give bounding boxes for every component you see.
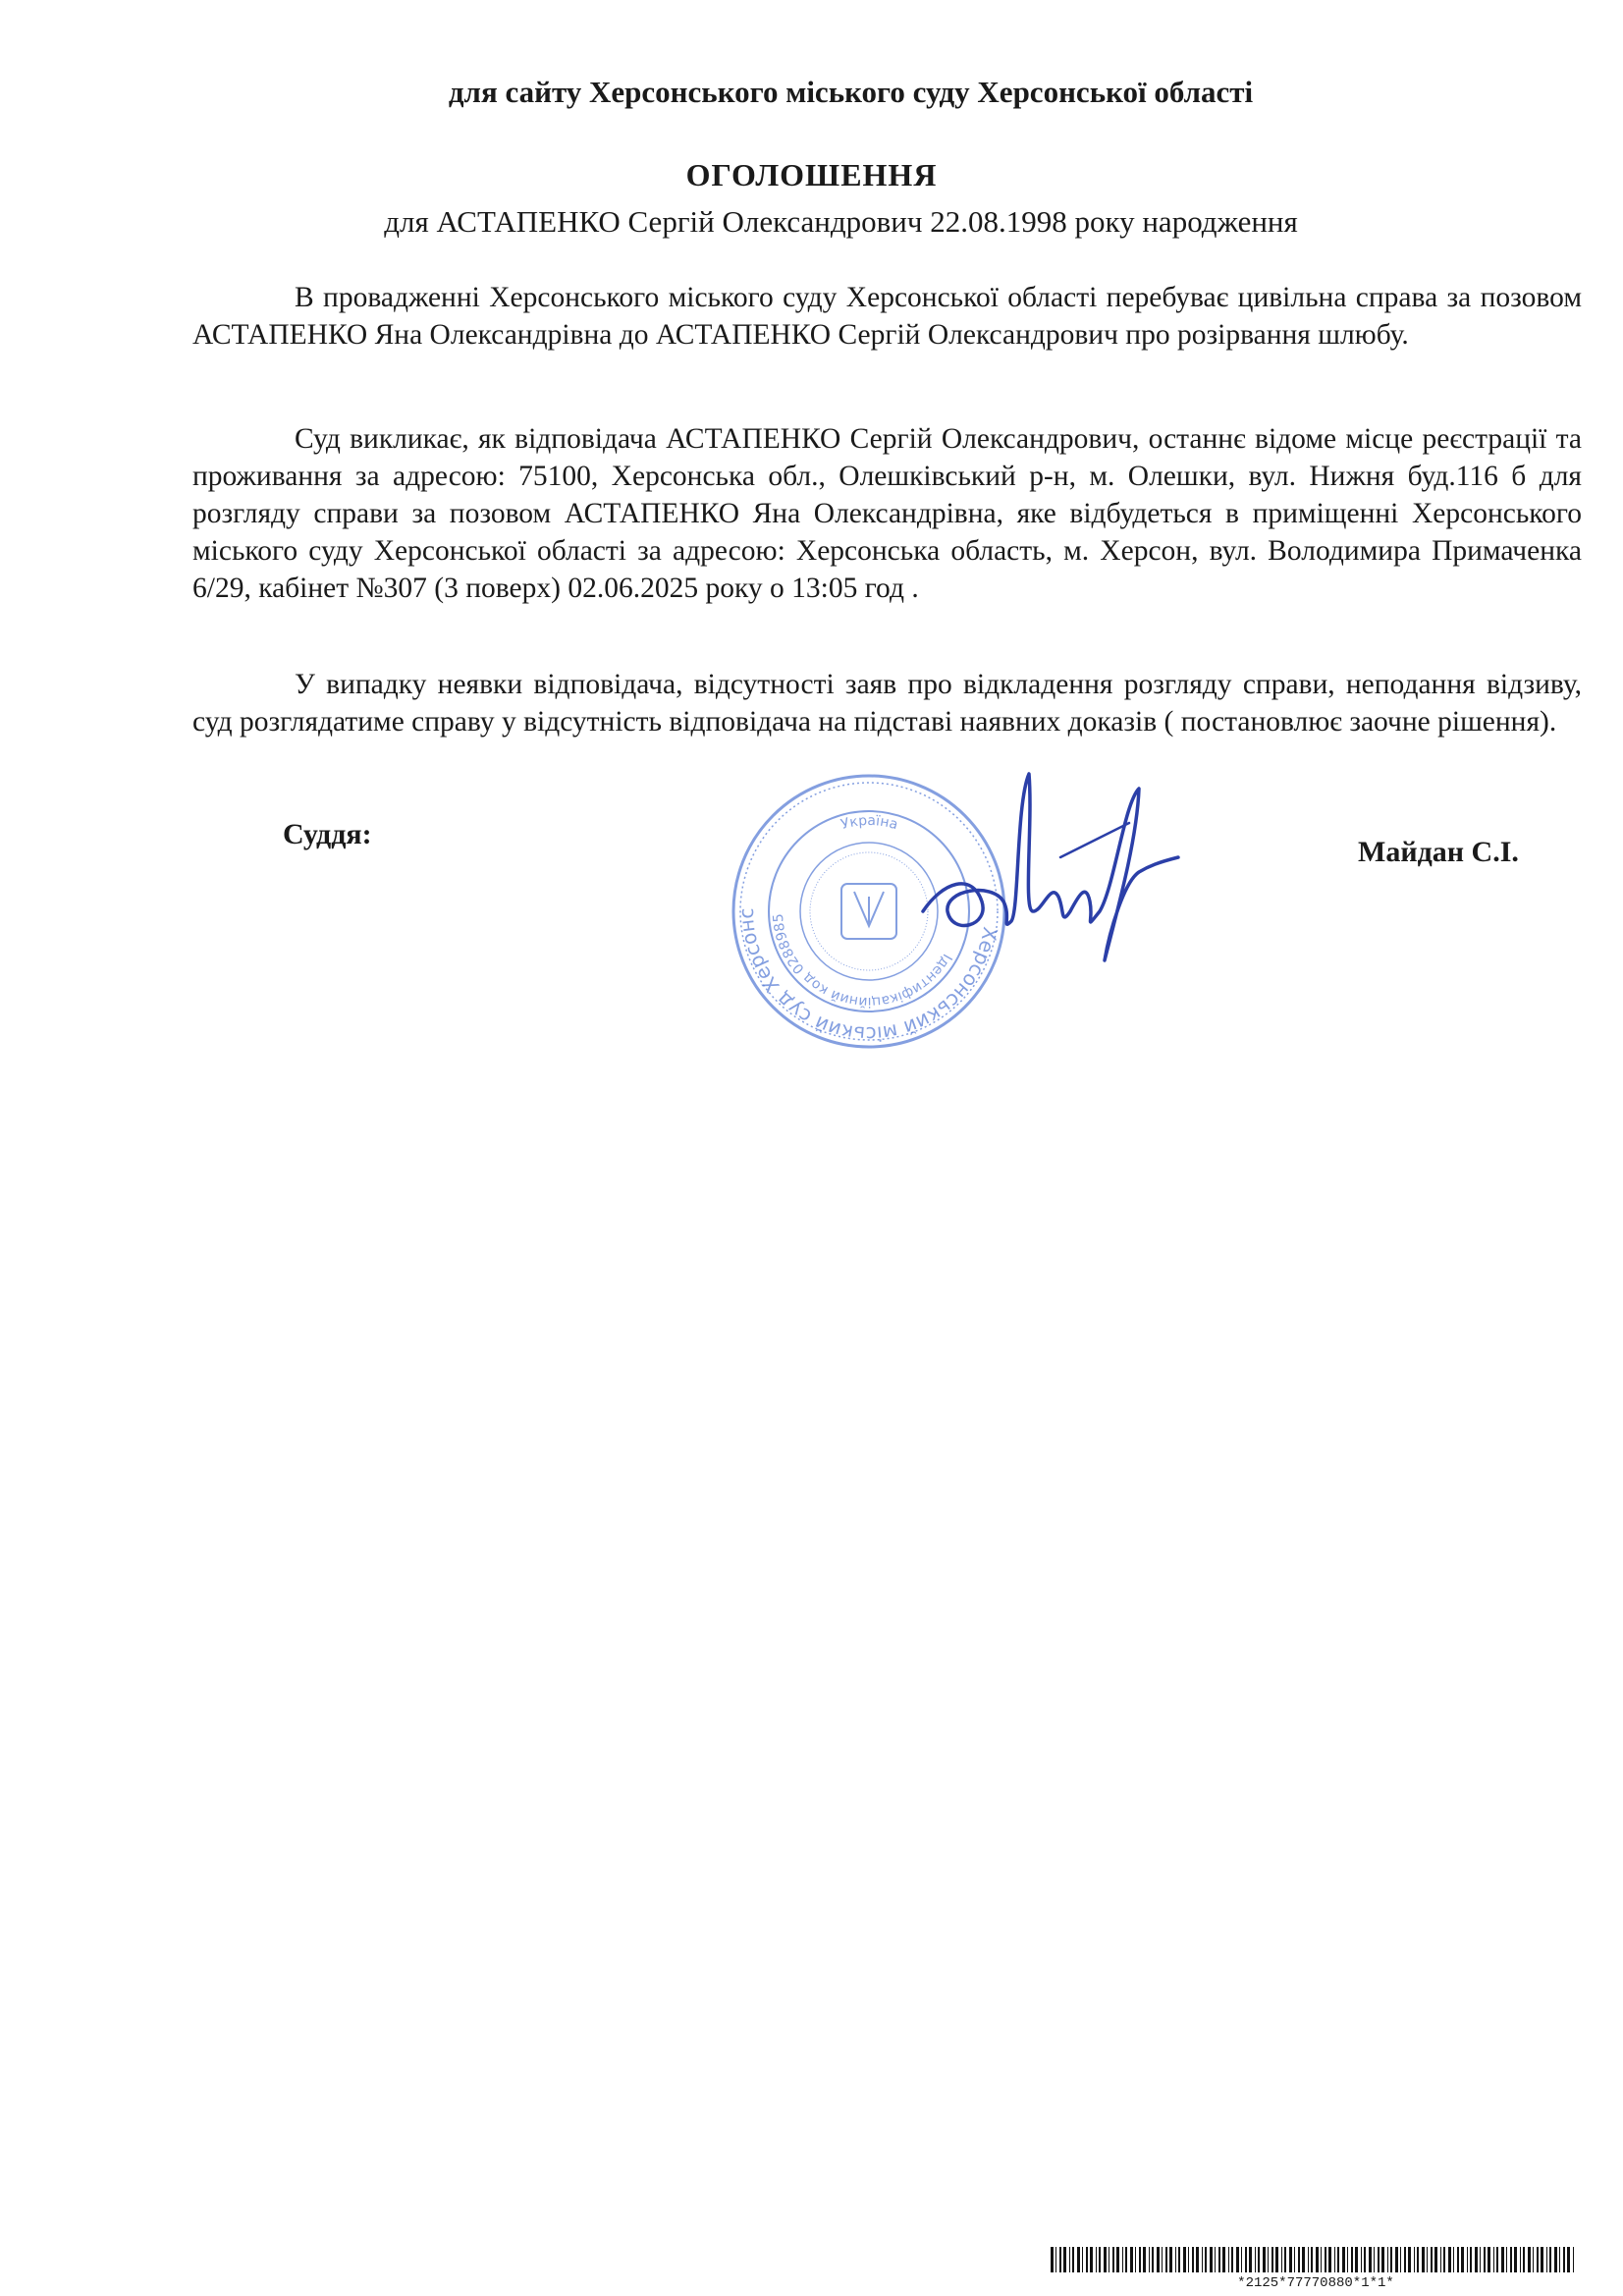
barcode-bar <box>1337 2247 1339 2272</box>
barcode-bar <box>1528 2247 1531 2272</box>
barcode-bar <box>1448 2247 1451 2272</box>
barcode-bar <box>1457 2247 1459 2272</box>
barcode-bar <box>1205 2247 1207 2272</box>
barcode-bar <box>1183 2247 1186 2272</box>
judge-signature <box>913 764 1188 995</box>
barcode-bar <box>1387 2247 1388 2272</box>
barcode-bar <box>1157 2247 1160 2272</box>
barcode-bar <box>1554 2247 1557 2272</box>
document-title: ОГОЛОШЕННЯ <box>685 157 938 192</box>
barcode-bar <box>1523 2247 1525 2272</box>
barcode-bar <box>1480 2247 1481 2272</box>
barcode-bar <box>1236 2247 1239 2272</box>
barcode-bar <box>1268 2247 1269 2272</box>
barcode-bar <box>1537 2247 1539 2272</box>
signature-icon <box>913 764 1188 990</box>
barcode-icon <box>1051 2247 1581 2272</box>
barcode-bar <box>1390 2247 1392 2272</box>
barcode-bar <box>1281 2247 1282 2272</box>
barcode-bar <box>1342 2247 1345 2272</box>
barcode-bar <box>1431 2247 1433 2272</box>
barcode-bar <box>1364 2247 1366 2272</box>
stamp-inner-text: Ідентифікаційний код 0288985 <box>770 912 955 1011</box>
barcode-bar <box>1381 2247 1384 2272</box>
barcode-bar <box>1328 2247 1331 2272</box>
barcode-bar <box>1231 2247 1233 2272</box>
barcode-bar <box>1347 2247 1348 2272</box>
barcode-bar <box>1321 2247 1322 2272</box>
barcode-bar <box>1308 2247 1309 2272</box>
barcode-bar <box>1096 2247 1097 2272</box>
barcode-bar <box>1139 2247 1141 2272</box>
barcode-bar <box>1434 2247 1437 2272</box>
barcode-bar <box>1271 2247 1273 2272</box>
barcode-bar <box>1055 2247 1056 2272</box>
barcode-bar <box>1222 2247 1225 2272</box>
paragraph-summons: Суд викликає, як відповідача АСТАПЕНКО Сергій Олександрович, останнє відоме місце реєстрації та проживання за адресою: 75100, Херсонська обл., Олешківський р-н, м. Олешки, вул. Нижня буд.116 б для розгляду справи за позовом АСТАПЕНКО Яна Олександрівна, яке відбудеться в приміщенні Херсонського міського суду Херсонської області за адресою: Херсонська область, м. Херсон, вул. Володимира Примаченка 6/29, кабінет №307 (3 поверх) 02.06.2025 року о 13:05 год . <box>192 423 1582 604</box>
barcode-bar <box>1086 2247 1088 2272</box>
barcode-bar <box>1533 2247 1534 2272</box>
barcode-bar <box>1334 2247 1335 2272</box>
barcode-bar <box>1228 2247 1229 2272</box>
barcode-bar <box>1169 2247 1172 2272</box>
barcode-bar <box>1506 2247 1507 2272</box>
barcode-bar <box>1417 2247 1419 2272</box>
document-header: для сайту Херсонського міського суду Херсонської області <box>448 75 1254 109</box>
barcode-bar <box>1510 2247 1512 2272</box>
barcode-bar <box>1408 2247 1411 2272</box>
barcode-bar <box>1520 2247 1521 2272</box>
barcode-bar <box>1245 2247 1247 2272</box>
barcode-bar <box>1284 2247 1286 2272</box>
judge-name: Майдан С.І. <box>1358 836 1519 868</box>
barcode-bar <box>1395 2247 1398 2272</box>
barcode-bar <box>1072 2247 1074 2272</box>
barcode-bar <box>1112 2247 1114 2272</box>
barcode-bar <box>1104 2247 1107 2272</box>
barcode-bar <box>1090 2247 1093 2272</box>
barcode-bar <box>1218 2247 1220 2272</box>
barcode-bar <box>1294 2247 1295 2272</box>
barcode-bar <box>1501 2247 1504 2272</box>
barcode-bar <box>1351 2247 1353 2272</box>
barcode-bar <box>1427 2247 1428 2272</box>
barcode-bar <box>1467 2247 1468 2272</box>
barcode-bar <box>1316 2247 1319 2272</box>
barcode-bar <box>1302 2247 1305 2272</box>
barcode-bar <box>1188 2247 1189 2272</box>
barcode-bar <box>1165 2247 1167 2272</box>
barcode-bar <box>1514 2247 1517 2272</box>
barcode-bar <box>1175 2247 1176 2272</box>
barcode-bar <box>1249 2247 1252 2272</box>
barcode-bar <box>1475 2247 1478 2272</box>
barcode-bar <box>1549 2247 1551 2272</box>
barcode-bar <box>1135 2247 1136 2272</box>
barcode-bar <box>1488 2247 1490 2272</box>
barcode-bar <box>1143 2247 1146 2272</box>
barcode-bar <box>1178 2247 1180 2272</box>
barcode-bar <box>1162 2247 1163 2272</box>
barcode-bar <box>1493 2247 1494 2272</box>
barcode-bar <box>1215 2247 1216 2272</box>
paragraph-case: В провадженні Херсонського міського суду Херсонської області перебуває цивільна справа за позовом АСТАПЕНКО Яна Олександрівна до АСТАПЕНКО Сергій Олександрович про розірвання шлюбу. <box>192 282 1582 351</box>
barcode-bar <box>1374 2247 1375 2272</box>
barcode-bar <box>1567 2247 1570 2272</box>
barcode-bar <box>1470 2247 1472 2272</box>
barcode-bar <box>1369 2247 1372 2272</box>
barcode-bar <box>1077 2247 1080 2272</box>
barcode-bar <box>1573 2247 1574 2272</box>
paragraph-consequences: У випадку неявки відповідача, відсутності заяв про відкладення розгляду справи, неподання відзиву, суд розглядатиме справу у відсутність відповідача на підставі наявних доказів ( постановлює заочне рішення). <box>192 669 1582 738</box>
barcode-bar <box>1258 2247 1260 2272</box>
barcode-bar <box>1069 2247 1070 2272</box>
barcode-bar <box>1311 2247 1313 2272</box>
barcode-bar <box>1125 2247 1127 2272</box>
barcode-bar <box>1361 2247 1362 2272</box>
barcode-bar <box>1059 2247 1061 2272</box>
barcode-bar <box>1099 2247 1101 2272</box>
barcode-bar <box>1063 2247 1066 2272</box>
judge-label: Суддя: <box>283 818 372 850</box>
barcode-bar <box>1559 2247 1560 2272</box>
barcode-bar <box>1051 2247 1054 2272</box>
barcode-bar <box>1116 2247 1119 2272</box>
barcode-bar <box>1325 2247 1326 2272</box>
barcode-bar <box>1355 2247 1358 2272</box>
barcode-bar <box>1440 2247 1441 2272</box>
barcode-bar <box>1541 2247 1543 2272</box>
barcode-bar <box>1241 2247 1242 2272</box>
stamp-country: Україна <box>839 812 900 834</box>
barcode-bar <box>1263 2247 1266 2272</box>
barcode-bar <box>1130 2247 1133 2272</box>
barcode-text: *2125*77770880*1*1* <box>1237 2275 1394 2291</box>
barcode-bar <box>1453 2247 1454 2272</box>
barcode-bar <box>1378 2247 1380 2272</box>
document-barcode <box>1051 2247 1581 2277</box>
svg-text:Україна <box>839 813 899 833</box>
barcode-bar <box>1122 2247 1123 2272</box>
barcode-bar <box>1298 2247 1300 2272</box>
barcode-bar <box>1196 2247 1199 2272</box>
barcode-bar <box>1082 2247 1083 2272</box>
barcode-bar <box>1563 2247 1565 2272</box>
barcode-bar <box>1152 2247 1154 2272</box>
barcode-bar <box>1210 2247 1213 2272</box>
barcode-bar <box>1275 2247 1278 2272</box>
stamp-outer-text: Херсонський міський суд Херсонс <box>733 907 1002 1047</box>
barcode-bar <box>1404 2247 1406 2272</box>
barcode-bar <box>1546 2247 1547 2272</box>
document-subtitle: для АСТАПЕНКО Сергій Олександрович 22.08.1998 року народження <box>384 204 1298 239</box>
barcode-bar <box>1422 2247 1425 2272</box>
barcode-bar <box>1461 2247 1464 2272</box>
barcode-bar <box>1255 2247 1256 2272</box>
barcode-bar <box>1149 2247 1150 2272</box>
barcode-bar <box>1443 2247 1445 2272</box>
barcode-bar <box>1414 2247 1415 2272</box>
barcode-bar <box>1484 2247 1486 2272</box>
barcode-bar <box>1496 2247 1498 2272</box>
barcode-bar <box>1289 2247 1292 2272</box>
barcode-bar <box>1202 2247 1203 2272</box>
barcode-bar <box>1192 2247 1194 2272</box>
barcode-bar <box>1400 2247 1401 2272</box>
